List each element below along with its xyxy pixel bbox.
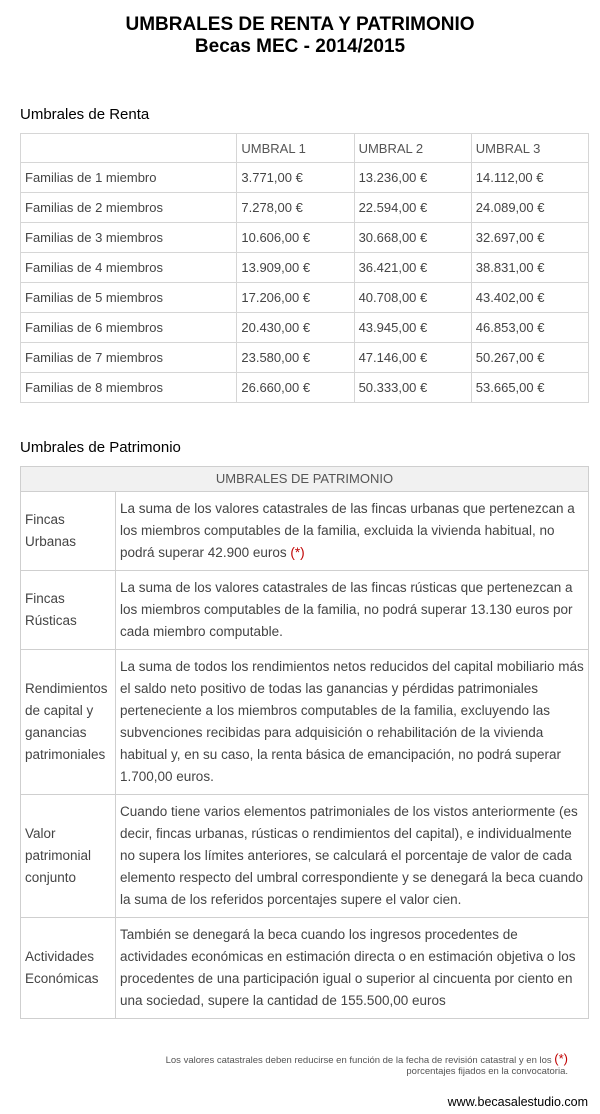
renta-cell-umbral-2: 43.945,00 € xyxy=(354,313,471,343)
website-url: www.becasalestudio.com xyxy=(447,1095,588,1109)
renta-cell-umbral-1: 13.909,00 € xyxy=(237,253,354,283)
renta-cell-umbral-3: 24.089,00 € xyxy=(471,193,588,223)
page-title-line2: Becas MEC - 2014/2015 xyxy=(194,36,406,57)
renta-cell-umbral-1: 7.278,00 € xyxy=(237,193,354,223)
renta-cell-umbral-3: 38.831,00 € xyxy=(471,253,588,283)
renta-row xyxy=(21,343,589,373)
renta-header-row xyxy=(21,134,589,163)
renta-cell-umbral-3: 14.112,00 € xyxy=(471,163,588,193)
renta-cell-umbral-1: 20.430,00 € xyxy=(237,313,354,343)
patrimonio-section-title: Umbrales de Patrimonio xyxy=(20,439,181,456)
renta-header-umbral-1: UMBRAL 1 xyxy=(237,134,354,163)
renta-cell-umbral-3: 32.697,00 € xyxy=(471,223,588,253)
patrimonio-row-label: Rendimientos de capital y ganancias patrimoniales xyxy=(21,650,116,795)
renta-row xyxy=(21,313,589,343)
renta-row xyxy=(21,163,589,193)
renta-row-label: Familias de 2 miembros xyxy=(21,193,237,223)
footnote-asterisk: (*) xyxy=(554,1051,568,1066)
footnote-line2: porcentajes fijados en la convocatoria. xyxy=(406,1066,568,1077)
renta-row xyxy=(21,283,589,313)
renta-cell-umbral-1: 3.771,00 € xyxy=(237,163,354,193)
renta-cell-umbral-3: 50.267,00 € xyxy=(471,343,588,373)
renta-row-label: Familias de 3 miembros xyxy=(21,223,237,253)
renta-cell-umbral-3: 43.402,00 € xyxy=(471,283,588,313)
patrimonio-row xyxy=(21,571,589,650)
renta-header-umbral-3: UMBRAL 3 xyxy=(471,134,588,163)
patrimonio-row-text-content: La suma de todos los rendimientos netos reducidos del capital mobiliario más el saldo neto positivo de todas las ganancias y pérdidas patrimoniales perteneciente a los miembros computables de la familia, excluyendo las subvenciones recibidas para adquisición o rehabilitación de la vivienda habitual y, en su caso, la renta básica de emancipación, no podrá superar 1.700,00 euros. xyxy=(120,659,584,784)
patrimonio-row-text xyxy=(116,650,589,795)
renta-cell-umbral-1: 17.206,00 € xyxy=(237,283,354,313)
patrimonio-table xyxy=(20,466,589,1019)
renta-row-label: Familias de 6 miembros xyxy=(21,313,237,343)
renta-cell-umbral-2: 30.668,00 € xyxy=(354,223,471,253)
renta-cell-umbral-3: 46.853,00 € xyxy=(471,313,588,343)
renta-section-title: Umbrales de Renta xyxy=(20,106,150,123)
renta-row-label: Familias de 8 miembros xyxy=(21,373,237,403)
patrimonio-row xyxy=(21,918,589,1019)
renta-cell-umbral-2: 36.421,00 € xyxy=(354,253,471,283)
renta-cell-umbral-2: 47.146,00 € xyxy=(354,343,471,373)
patrimonio-row-label: Valor patrimonial conjunto xyxy=(21,795,116,918)
page-title-line1: UMBRALES DE RENTA Y PATRIMONIO xyxy=(125,14,475,35)
renta-cell-umbral-1: 26.660,00 € xyxy=(237,373,354,403)
patrimonio-row-label: Fincas Urbanas xyxy=(21,492,116,571)
asterisk-marker: (*) xyxy=(290,545,305,560)
footnote xyxy=(0,1053,568,1077)
renta-row-label: Familias de 4 miembros xyxy=(21,253,237,283)
patrimonio-row-text xyxy=(116,918,589,1019)
page-title xyxy=(0,14,600,58)
patrimonio-row-text xyxy=(116,795,589,918)
patrimonio-row-text-content: La suma de los valores catastrales de las fincas rústicas que pertenezcan a los miembros computables de la familia, no podrá superar 13.130 euros por cada miembro computable. xyxy=(120,580,573,639)
renta-row-label: Familias de 7 miembros xyxy=(21,343,237,373)
renta-cell-umbral-2: 22.594,00 € xyxy=(354,193,471,223)
patrimonio-row-text-content: También se denegará la beca cuando los ingresos procedentes de actividades económicas en estimación directa o en estimación objetiva o los procedentes de una participación igual o superior al cincuenta por ciento en una sociedad, supere la cantidad de 155.500,00 euros xyxy=(120,927,576,1008)
patrimonio-row-text xyxy=(116,571,589,650)
renta-header-empty-cell xyxy=(21,134,237,163)
renta-row xyxy=(21,373,589,403)
renta-cell-umbral-2: 50.333,00 € xyxy=(354,373,471,403)
renta-row xyxy=(21,193,589,223)
patrimonio-row xyxy=(21,650,589,795)
renta-row-label: Familias de 5 miembros xyxy=(21,283,237,313)
renta-cell-umbral-1: 23.580,00 € xyxy=(237,343,354,373)
patrimonio-row-text xyxy=(116,492,589,571)
renta-header-umbral-2: UMBRAL 2 xyxy=(354,134,471,163)
patrimonio-header-row xyxy=(21,467,589,492)
renta-row xyxy=(21,253,589,283)
patrimonio-row xyxy=(21,795,589,918)
patrimonio-row-label: Fincas Rústicas xyxy=(21,571,116,650)
renta-cell-umbral-2: 13.236,00 € xyxy=(354,163,471,193)
patrimonio-row-label: Actividades Económicas xyxy=(21,918,116,1019)
patrimonio-row xyxy=(21,492,589,571)
renta-row-label: Familias de 1 miembro xyxy=(21,163,237,193)
renta-row xyxy=(21,223,589,253)
patrimonio-table-header: UMBRALES DE PATRIMONIO xyxy=(21,467,589,492)
patrimonio-row-text-content: Cuando tiene varios elementos patrimoniales de los vistos anteriormente (es decir, fincas urbanas, rústicas o rendimientos del capital), e individualmente no supera los límites anteriores, se calculará el porcentaje de valor de cada elemento respecto del umbral correspondiente y se denegará la beca cuando la suma de los referidos porcentajes supere el valor cien. xyxy=(120,804,584,907)
renta-cell-umbral-3: 53.665,00 € xyxy=(471,373,588,403)
renta-cell-umbral-1: 10.606,00 € xyxy=(237,223,354,253)
footnote-line1: Los valores catastrales deben reducirse en función de la fecha de revisión catastral y en los xyxy=(165,1055,552,1066)
renta-cell-umbral-2: 40.708,00 € xyxy=(354,283,471,313)
renta-table xyxy=(20,133,589,403)
patrimonio-row-text-content: La suma de los valores catastrales de las fincas urbanas que pertenezcan a los miembros computables de la familia, excluida la vivienda habitual, no podrá superar 42.900 euros xyxy=(120,501,575,560)
